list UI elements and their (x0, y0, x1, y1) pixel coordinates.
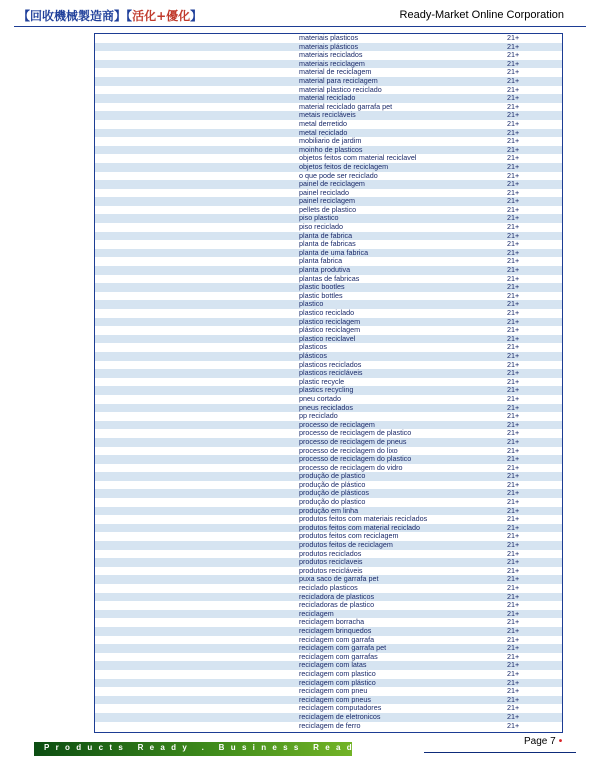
keyword-cell: produção de plástico (299, 479, 366, 489)
keyword-cell: plastico (299, 299, 324, 309)
keyword-cell: processo de reciclagem de pneus (299, 436, 407, 446)
company-name: 回收機械製造商 (30, 9, 115, 23)
keyword-rows (95, 34, 562, 730)
count-cell: 21+ (507, 179, 520, 189)
keyword-cell: recicladoras de plastico (299, 600, 375, 610)
keyword-cell: processo de reciclagem do lixo (299, 445, 398, 455)
keyword-cell: processo de reciclagem (299, 419, 375, 429)
keyword-cell: reciclagem com pneu (299, 686, 368, 696)
keyword-cell: reciclagem com latas (299, 660, 367, 670)
keyword-cell: produtos feitos com materiais reciclados (299, 514, 428, 524)
count-cell: 21+ (507, 497, 520, 507)
keyword-cell: plastico reciclavel (299, 333, 356, 343)
keyword-table (94, 33, 563, 733)
page-marker-icon: • (558, 736, 563, 747)
count-cell: 21+ (507, 290, 520, 300)
keyword-cell: pp reciclado (299, 411, 338, 421)
keyword-cell: reciclagem (299, 608, 334, 618)
count-cell: 21+ (507, 608, 520, 618)
keyword-cell: planta produtiva (299, 265, 351, 275)
keyword-cell: produtos reciclaveis (299, 557, 363, 567)
count-cell: 21+ (507, 41, 520, 51)
keyword-cell: materiais reciclados (299, 50, 363, 60)
keyword-cell: material de reciclagem (299, 67, 372, 77)
keyword-cell: moinho de plasticos (299, 144, 363, 154)
keyword-cell: puxa saco de garrafa pet (299, 574, 379, 584)
keyword-cell: plasticos recicláveis (299, 368, 363, 378)
table-row (95, 343, 562, 352)
keyword-cell: o que pode ser reciclado (299, 170, 378, 180)
keyword-cell: planta de uma fabrica (299, 247, 369, 257)
count-cell: 21+ (507, 213, 520, 223)
count-cell: 21+ (507, 204, 520, 214)
count-cell: 21+ (507, 359, 520, 369)
count-cell: 21+ (507, 428, 520, 438)
count-cell: 21+ (507, 33, 520, 42)
keyword-cell: reciclagem com pneus (299, 694, 371, 704)
count-cell: 21+ (507, 196, 520, 206)
keyword-cell: plasticos (299, 342, 327, 352)
keyword-cell: metais recicláveis (299, 110, 356, 120)
keyword-cell: reciclagem com plástico (299, 677, 376, 687)
count-cell: 21+ (507, 651, 520, 661)
count-cell: 21+ (507, 557, 520, 567)
count-cell: 21+ (507, 144, 520, 154)
keyword-cell: pellets de plastico (299, 204, 357, 214)
table-row (95, 335, 562, 344)
count-cell: 21+ (507, 333, 520, 343)
keyword-cell: piso plastico (299, 213, 339, 223)
count-cell: 21+ (507, 118, 520, 128)
keyword-cell: reciclagem brinquedos (299, 625, 372, 635)
keyword-cell: processo de reciclagem do vidro (299, 462, 403, 472)
count-cell: 21+ (507, 445, 520, 455)
count-cell: 21+ (507, 419, 520, 429)
keyword-cell: plasticos reciclados (299, 359, 362, 369)
count-cell: 21+ (507, 342, 520, 352)
keyword-cell: painel reciclagem (299, 196, 355, 206)
count-cell: 21+ (507, 600, 520, 610)
keyword-cell: produtos feitos de reciclagem (299, 540, 393, 550)
count-cell: 21+ (507, 668, 520, 678)
keyword-cell: material reciclado (299, 93, 356, 103)
count-cell: 21+ (507, 84, 520, 94)
footer-divider (424, 752, 576, 753)
keyword-cell: planta de fabricas (299, 239, 356, 249)
count-cell: 21+ (507, 110, 520, 120)
keyword-cell: material plastico reciclado (299, 84, 382, 94)
count-cell: 21+ (507, 282, 520, 292)
keyword-cell: painel reciclado (299, 187, 349, 197)
count-cell: 21+ (507, 540, 520, 550)
count-cell: 21+ (507, 239, 520, 249)
keyword-cell: plastic bottles (299, 290, 343, 300)
count-cell: 21+ (507, 247, 520, 257)
count-cell: 21+ (507, 617, 520, 627)
keyword-cell: reciclado plasticos (299, 583, 358, 592)
count-cell: 21+ (507, 531, 520, 541)
keyword-cell: produtos feitos com material reciclado (299, 522, 421, 532)
keyword-cell: material para reciclagem (299, 75, 378, 85)
count-cell: 21+ (507, 522, 520, 532)
bracket-open-2: 【 (126, 9, 133, 23)
table-row (95, 292, 562, 301)
keyword-cell: materiais reciclagem (299, 58, 365, 68)
keyword-cell: produção do plastico (299, 497, 366, 507)
page-number (524, 736, 562, 747)
keyword-cell: piso reciclado (299, 222, 343, 232)
count-cell: 21+ (507, 50, 520, 60)
page-label: Page 7 (524, 736, 556, 747)
count-cell: 21+ (507, 93, 520, 103)
keyword-cell: metal derretido (299, 118, 347, 128)
keyword-cell: reciclagem computadores (299, 703, 382, 713)
keyword-cell: reciclagem com plastico (299, 668, 376, 678)
count-cell: 21+ (507, 505, 520, 515)
count-cell: 21+ (507, 488, 520, 498)
count-cell: 21+ (507, 222, 520, 232)
keyword-cell: planta de fabrica (299, 230, 353, 240)
count-cell: 21+ (507, 548, 520, 558)
count-cell: 21+ (507, 643, 520, 653)
keyword-cell: produtos feitos com reciclagem (299, 531, 399, 541)
count-cell: 21+ (507, 256, 520, 266)
keyword-cell: painel de reciclagem (299, 179, 365, 189)
count-cell: 21+ (507, 325, 520, 335)
count-cell: 21+ (507, 625, 520, 635)
keyword-cell: plantas de fabricas (299, 273, 360, 283)
count-cell: 21+ (507, 161, 520, 171)
keyword-cell: reciclagem de eletronicos (299, 711, 381, 721)
keyword-cell: produção de plastico (299, 471, 366, 481)
count-cell: 21+ (507, 187, 520, 197)
count-cell: 21+ (507, 565, 520, 575)
keyword-cell: produção em linha (299, 505, 359, 515)
count-cell: 21+ (507, 265, 520, 275)
keyword-cell: plastic recycle (299, 376, 345, 386)
bracket-close-2: 】 (190, 9, 203, 23)
count-cell: 21+ (507, 402, 520, 412)
count-cell: 21+ (507, 677, 520, 687)
keyword-cell: reciclagem com garrafas (299, 651, 378, 661)
count-cell: 21+ (507, 127, 520, 137)
count-cell: 21+ (507, 454, 520, 464)
count-cell: 21+ (507, 479, 520, 489)
keyword-cell: metal reciclado (299, 127, 348, 137)
count-cell: 21+ (507, 153, 520, 163)
count-cell: 21+ (507, 385, 520, 395)
table-row (95, 722, 562, 731)
count-cell: 21+ (507, 170, 520, 180)
count-cell: 21+ (507, 436, 520, 446)
keyword-cell: materiais plásticos (299, 41, 359, 51)
slogan: 活化+優化 (132, 9, 191, 23)
count-cell: 21+ (507, 230, 520, 240)
count-cell: 21+ (507, 720, 520, 730)
count-cell: 21+ (507, 299, 520, 309)
count-cell: 21+ (507, 67, 520, 77)
keyword-cell: reciclagem com garrafa (299, 634, 375, 644)
keyword-cell: plastics recycling (299, 385, 354, 395)
keyword-cell: plastico reciclagem (299, 316, 361, 326)
keyword-cell: produtos recicláveis (299, 565, 363, 575)
bracket-close: 】 (114, 9, 127, 23)
count-cell: 21+ (507, 273, 520, 283)
header-company-title (18, 7, 202, 24)
count-cell: 21+ (507, 136, 520, 146)
count-cell: 21+ (507, 350, 520, 360)
keyword-cell: recicladora de plasticos (299, 591, 375, 601)
keyword-cell: reciclagem de ferro (299, 720, 361, 730)
count-cell: 21+ (507, 376, 520, 386)
keyword-cell: objetos feitos de reciclagem (299, 161, 389, 171)
page-header (0, 0, 600, 30)
count-cell: 21+ (507, 462, 520, 472)
count-cell: 21+ (507, 703, 520, 713)
count-cell: 21+ (507, 660, 520, 670)
count-cell: 21+ (507, 393, 520, 403)
keyword-cell: mobiliario de jardim (299, 136, 362, 146)
keyword-cell: materiais plasticos (299, 33, 359, 42)
keyword-cell: pneus reciclados (299, 402, 353, 412)
keyword-cell: planta fabrica (299, 256, 343, 266)
footer-banner-text: Products Ready . Business Ready (44, 743, 369, 752)
keyword-cell: reciclagem borracha (299, 617, 365, 627)
count-cell: 21+ (507, 471, 520, 481)
keyword-cell: reciclagem com garrafa pet (299, 643, 387, 653)
keyword-cell: objetos feitos com material reciclavel (299, 153, 417, 163)
count-cell: 21+ (507, 58, 520, 68)
keyword-cell: plastico reciclado (299, 308, 355, 317)
keyword-cell: produção de plásticos (299, 488, 369, 498)
count-cell: 21+ (507, 308, 520, 317)
header-corporation-name: Ready-Market Online Corporation (399, 9, 564, 21)
count-cell: 21+ (507, 75, 520, 85)
count-cell: 21+ (507, 583, 520, 592)
count-cell: 21+ (507, 514, 520, 524)
keyword-cell: processo de reciclagem do plastico (299, 454, 412, 464)
count-cell: 21+ (507, 411, 520, 421)
keyword-cell: plásticos (299, 350, 327, 360)
keyword-cell: processo de reciclagem de plastico (299, 428, 412, 438)
bracket-open: 【 (18, 9, 31, 23)
keyword-cell: material reciclado garrafa pet (299, 101, 393, 111)
count-cell: 21+ (507, 574, 520, 584)
count-cell: 21+ (507, 316, 520, 326)
keyword-cell: produtos reciclados (299, 548, 362, 558)
header-divider (14, 26, 586, 27)
count-cell: 21+ (507, 368, 520, 378)
count-cell: 21+ (507, 686, 520, 696)
keyword-cell: plástico reciclagem (299, 325, 361, 335)
count-cell: 21+ (507, 634, 520, 644)
count-cell: 21+ (507, 591, 520, 601)
keyword-cell: plastic bootles (299, 282, 345, 292)
keyword-cell: pneu cortado (299, 393, 341, 403)
count-cell: 21+ (507, 101, 520, 111)
count-cell: 21+ (507, 694, 520, 704)
count-cell: 21+ (507, 711, 520, 721)
